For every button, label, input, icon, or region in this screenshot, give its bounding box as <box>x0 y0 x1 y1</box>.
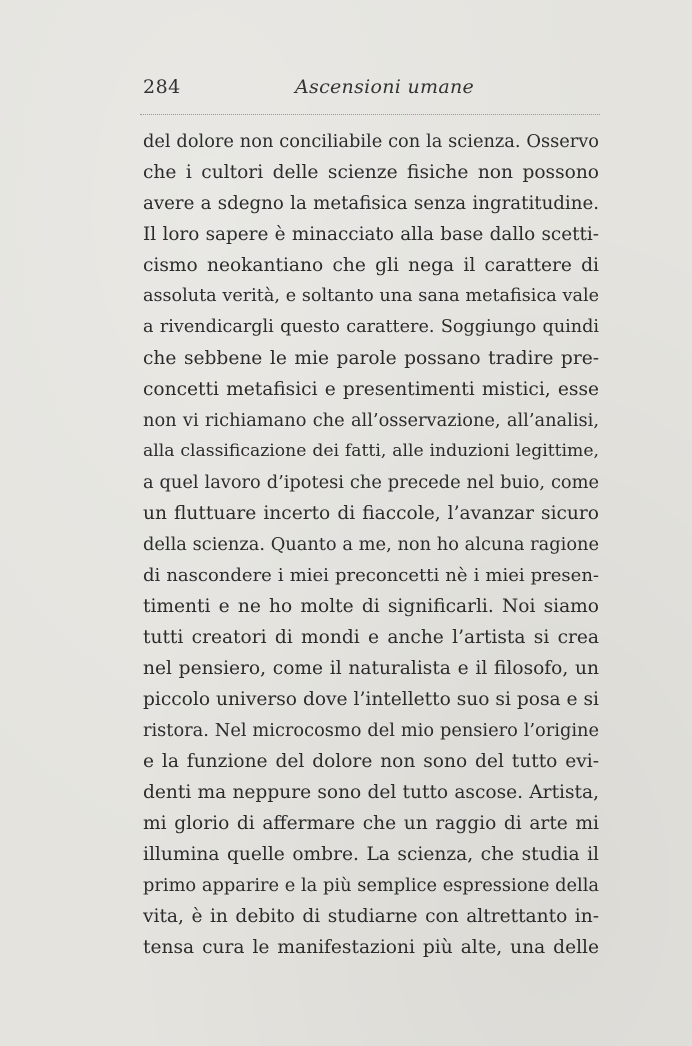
page-number: 284 <box>143 76 181 98</box>
text-line: che sebbene le mie parole possano tradire pre- <box>143 348 599 369</box>
text-line: concetti metafisici e presentimenti mistici, esse <box>143 379 599 400</box>
running-title: Ascensioni umane <box>295 76 475 98</box>
text-line: nel pensiero, come il naturalista e il filosofo, un <box>143 658 599 679</box>
body-text <box>143 126 599 963</box>
text-line: timenti e ne ho molte di significarli. Noi siamo <box>143 596 599 617</box>
text-line: tensa cura le manifestazioni più alte, una delle <box>143 937 599 958</box>
text-line: denti ma neppure sono del tutto ascose. Artista, <box>143 782 599 803</box>
text-line: del dolore non conciliabile con la scienza. Osservo <box>143 131 599 152</box>
text-line: della scienza. Quanto a me, non ho alcuna ragione <box>143 534 599 555</box>
text-line: non vi richiamano che all’osservazione, all’analisi, <box>143 410 599 431</box>
text-line: a quel lavoro d’ipotesi che precede nel buio, come <box>143 472 599 493</box>
text-line: Il loro sapere è minacciato alla base dallo scetti- <box>143 224 599 245</box>
text-line: che i cultori delle scienze fisiche non possono <box>143 162 599 183</box>
text-line: di nascondere i miei preconcetti nè i miei presen- <box>143 565 599 586</box>
text-line: illumina quelle ombre. La scienza, che studia il <box>143 844 599 865</box>
text-line: avere a sdegno la metafisica senza ingratitudine. <box>143 193 599 214</box>
text-line: cismo neokantiano che gli nega il carattere di <box>143 255 599 276</box>
text-line: alla classificazione dei fatti, alle induzioni legittime, <box>143 441 599 461</box>
text-line: a rivendicargli questo carattere. Soggiungo quindi <box>143 317 599 337</box>
text-line: ristora. Nel microcosmo del mio pensiero l’origine <box>143 720 599 741</box>
page-header <box>143 76 598 106</box>
text-line: vita, è in debito di studiarne con altrettanto in- <box>143 906 599 927</box>
text-line: tutti creatori di mondi e anche l’artista si crea <box>143 627 599 648</box>
text-line: un fluttuare incerto di fiaccole, l’avanzar sicuro <box>143 503 599 524</box>
header-rule <box>140 114 600 115</box>
text-line: primo apparire e la più semplice espressione della <box>143 875 599 896</box>
text-line: piccolo universo dove l’intelletto suo si posa e si <box>143 689 599 710</box>
text-line: e la funzione del dolore non sono del tutto evi- <box>143 751 599 772</box>
text-line: mi glorio di affermare che un raggio di arte mi <box>143 813 599 834</box>
text-line: assoluta verità, e soltanto una sana metafisica vale <box>143 286 599 306</box>
